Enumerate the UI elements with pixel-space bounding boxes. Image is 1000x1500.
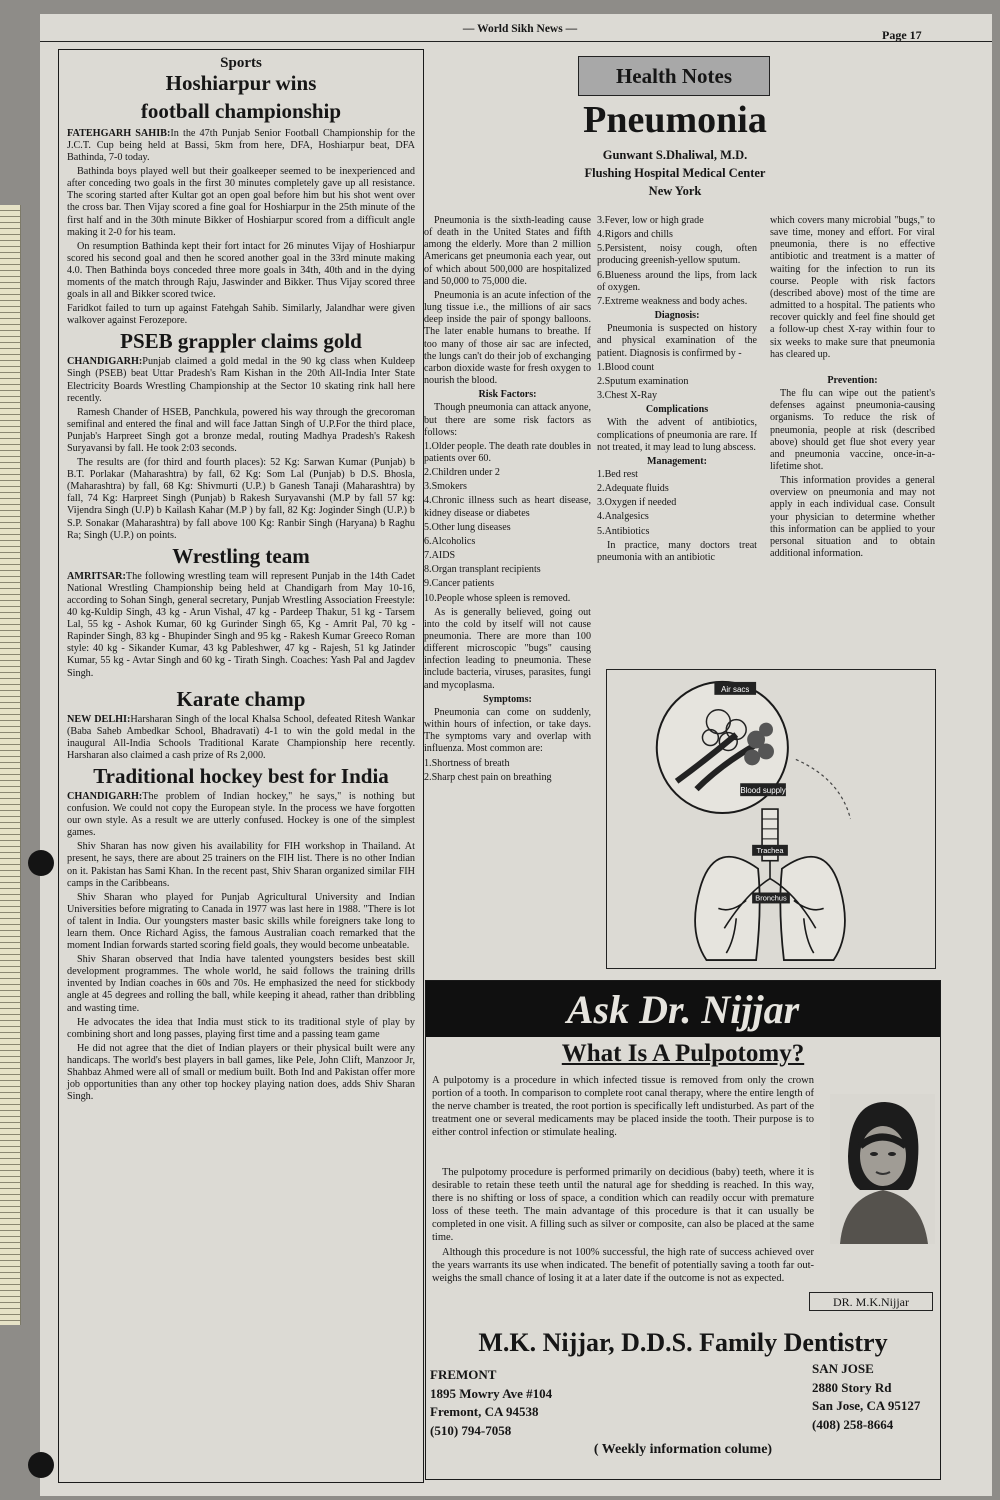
management-heading: Management: (647, 455, 707, 467)
management-item: 1.Bed rest (597, 468, 638, 480)
newspaper-page (40, 14, 992, 1496)
doctor-photo (830, 1094, 935, 1244)
masthead-title: — World Sikh News — (462, 23, 578, 35)
fremont-street: 1895 Mowry Ave #104 (430, 1385, 553, 1401)
label-blood-supply: Blood supply (740, 786, 786, 796)
intro-paragraph: Pneumonia is an acute infection of the lung tissue i.e., the millions of air sacs deep inside the pair of spongy balloons. The later enable humans to breathe. If too many of those air sac are infected, the lungs can't do their job of exchanging carbon dioxide waste for fresh oxygen to nourish the blood. (424, 289, 591, 387)
risk-item: 1.Older people. The death rate doubles in patients over 60. (424, 440, 591, 464)
san-jose-street: 2880 Story Rd (812, 1379, 892, 1395)
health-column-1 (424, 215, 591, 786)
symptom-item: 4.Rigors and chills (597, 229, 673, 241)
masthead-rule (40, 41, 992, 42)
complications-paragraph: With the advent of antibiotics, complications of pneumonia are rare. If not treated, it may lead to lung abscess. (597, 417, 757, 453)
label-air-sacs: Air sacs (721, 684, 750, 694)
lead-text: The following wrestling team will represent Punjab in the 14th Cadet National Wrestling Championship being held at Chandigarh from May 10-16, according to Sohan Singh, general secretary, Punjab Wrestling Association Freestyle: 40 kg-Kuldip Singh, 43 kg - Arun Vishal, 47 kg - Pardeep Thakur, 51 kg - Tarsem Lal, 55 kg - Ashok Kumar, 60 kg Gurinder Singh 65, Kg - Amrit Pal, 70 kg - Rapinder Singh, 83 kg - Bhupinder Singh and 95 kg - Rakesh Kumar Greeco Roman style: 40 kg - Sikander Kumar, 43 kg Pableshwer, 47 kg - Rajesh, 51 kg Jatinder Kumar, 55 kg - Avtar Singh and 60 kg - Tirath Singh. Coaches: Yash Pal and Jagdev Singh. (67, 570, 415, 679)
management-item: 4.Analgesics (597, 511, 649, 523)
health-notes-text: Health Notes (615, 63, 733, 88)
football-headline-1: Hoshiarpur wins (165, 70, 317, 95)
diagnosis-item: 1.Blood count (597, 361, 655, 373)
symptom-item: 5.Persistent, noisy cough, often producing greenish-yellow sputum. (597, 243, 757, 267)
label-bronchus: Bronchus (755, 893, 787, 903)
hockey-headline: Traditional hockey best for India (93, 763, 389, 788)
diagnosis-item: 3.Chest X-Ray (597, 390, 657, 402)
grappler-paragraph: The results are (for third and fourth places): 52 Kg: Sarwan Kumar (Punjab) b B.T. Porlakar (Maharashtra) by fall, 62 Kg: Som Lal (Punjab) b D.S. Bhosla, (Maharashtra) by fall, 68 Kg: Shivmurti (U.P.) b Ganesh Tanaji (Maharashtra) by fall, 74 Kg: Harpreet Singh (Punjab) b Rakesh Suryavanshi (M.P by fall 57 kg: Vijendra Singh (U.P) b Kailash Kahar (M.P ) by fall, 82 Kg: Joginder Singh (U.P.) b S.P. Sonakar (Maharashtra) by fall above 100 Kg: Ranbir Singh (Haryana) b Raghu Ra; Singh (U.P.) on points. (67, 457, 415, 541)
lung-illustration (607, 670, 935, 968)
risk-item: 7.AIDS (424, 550, 456, 562)
risk-factors-heading: Risk Factors: (478, 389, 537, 401)
column-footer: ( Weekly information colume) (593, 1442, 773, 1457)
risk-intro: Though pneumonia can attack anyone, but there are some risk factors as follows: (424, 402, 591, 438)
prevention-paragraph: The flu can wipe out the patient's defenses against pneumonia-causing organisms. To reduce the risk of pneumonia, people at risk (described above) should get flue shot every year and pneumonia vaccine, once-in-a-lifetime shot. (770, 388, 935, 472)
lead-text: Harsharan Singh of the local Khalsa School, defeated Ritesh Wankar (Baba Saheb Ambedkar School, Bhadravati) 4-1 to win the gold medal in the inaugural All-India Schools Traditional Karate Championship here recently. Harsharan also claimed a cash prize of Rs 2,000. (67, 713, 415, 761)
san-jose-city: San Jose, CA 95127 (812, 1398, 921, 1413)
article-byline (500, 146, 850, 200)
risk-item: 8.Organ transplant recipients (424, 564, 541, 576)
punch-hole (28, 1452, 54, 1478)
treatment-paragraph: which covers many microbial "bugs," to save time, money and effort. For viral pneumonia, there is no effective antibiotic and treatment is a matter of waiting for the infection to run its course. People with risk factors (described above) most of the time are admitted to a hospital. The patients who recover quickly and feel fine should get a follow-up chest X-ray within four to six weeks to make sure that pneumonia has cleared up. (770, 215, 935, 360)
wrestling-headline: Wrestling team (172, 543, 310, 568)
prevention-heading: Prevention: (827, 374, 878, 386)
lead-text: The problem of Indian hockey," he says," is nothing but confusion. We could not copy the European style. In the process we have forgotten our own style. As a result we are utterly confused. Hockey is one of the simplest games. (67, 790, 415, 839)
health-column-2 (597, 215, 757, 566)
diagnosis-heading: Diagnosis: (654, 310, 700, 322)
symptoms-intro: Pneumonia can come on suddenly, within hours of infection, or take days. The symptoms vary and overlap with influenza. Most common are: (424, 706, 591, 755)
dateline: CHANDIGARH: (67, 356, 143, 368)
page-number: Page 17 (882, 28, 922, 42)
symptom-item: 7.Extreme weakness and body aches. (597, 295, 748, 307)
hockey-lead (67, 791, 415, 839)
risk-item: 5.Other lung diseases (424, 521, 511, 533)
pulpotomy-paragraph: A pulpotomy is a procedure in which infected tissue is removed from only the crown portion of a tooth. In comparison to complete root canal therapy, where the entire length of the nerve chamber is treated, the root portion is specifically left undisturbed. As part of the treatment one or several medicaments may be placed inside the tooth. Their purpose is to either control infection or stimulate healing. (432, 1075, 814, 1138)
article-title: Pneumonia (583, 99, 767, 141)
diagnosis-paragraph: Pneumonia is suspected on history and physical examination of the patient. Diagnosis is confirmed by - (597, 323, 757, 359)
risk-item: 10.People whose spleen is removed. (424, 592, 571, 604)
dateline: AMRITSAR: (67, 570, 126, 582)
banner (426, 981, 940, 1037)
football-lead (67, 128, 415, 164)
football-paragraph: Faridkot failed to turn up against Fatehgah Sahib. Similarly, Jalandhar were given walkover against Ferozepore. (67, 303, 415, 327)
photo-caption: DR. M.K.Nijjar (809, 1292, 933, 1311)
hockey-paragraph: Shiv Sharan has now given his availability for FIH workshop in Thailand. At present, he says, there are about 25 trainers on the FIH list. There is no other Indian on it. Pakistan has Sami Khan. In the recent past, Shiv Sharan organized similar FIH camps in the Caribbeans. (67, 841, 415, 889)
nijjar-text-top (432, 1074, 814, 1141)
lung-diagram (606, 669, 936, 969)
sports-kicker: Sports (220, 55, 262, 71)
intro-paragraph: Pneumonia is the sixth-leading cause of death in the United States and fifth among the elderly. More than 2 million Americans get pneumonia each year, out of which about 500,000 are hospitalized and 50,000 to 75,000 die. (424, 215, 591, 287)
dateline: NEW DELHI: (67, 713, 131, 725)
football-headline-2: football championship (140, 98, 342, 123)
management-item: 3.Oxygen if needed (597, 497, 677, 509)
symptom-item: 6.Blueness around the lips, from lack of oxygen. (597, 269, 757, 293)
symptom-item: 2.Sharp chest pain on breathing (424, 771, 552, 783)
author-city: New York (648, 184, 702, 198)
fremont-label: FREMONT (430, 1367, 497, 1382)
lead-text: In the 47th Punjab Senior Football Championship for the J.C.T. Cup being held at Bassi, 5km from here, DFA, Hoshiarpur beat, DFA Bathinda, 7-0 today. (67, 127, 416, 164)
risk-item: 4.Chronic illness such as heart disease, kidney disease or diabetes (424, 495, 591, 519)
question-heading: What Is A Pulpotomy? (561, 1040, 805, 1067)
sports-column (67, 56, 415, 1105)
dateline: FATEHGARH SAHIB: (67, 127, 171, 139)
symptom-item: 1.Shortness of breath (424, 757, 510, 769)
grappler-paragraph: Ramesh Chander of HSEB, Panchkula, powered his way through the grecoroman semifinal and entered the final and will face Jattan Singh of U.P.For the third place, Punjab's Harpreet Singh got a bronze medal, routing Madhya Pradesh's Rakesh Suryavansi by fall. He took 2:03 seconds. (67, 406, 415, 454)
football-paragraph: Bathinda boys played well but their goalkeeper seemed to be inexperienced and after conceding two goals in the first 30 minutes completely gave up all resistance. The scoring started after Kultar got an open goal before him but his shot went over the cross bar. Then Vijay scored a fine goal for Hoshiarpur in the 25th minute of the first half and in the 30th minute Bikker of Hoshiarpur scored from a difficult angle making it 2-0 for his team. (67, 166, 415, 238)
doctor-portrait (830, 1094, 935, 1244)
author-hospital: Flushing Hospital Medical Center (584, 166, 766, 180)
karate-lead (67, 714, 415, 762)
hockey-paragraph: Shiv Sharan observed that India have talented youngsters besides best skill development programmes. The whole world, he said follows the training drills invented by Indian coaches in 60s and 70s. He emphasized the need for stickbody angle at 45 degrees and rolling the ball, while keeping it ahead, rather than dribbling and wasting time. (67, 954, 415, 1014)
measuring-ruler (0, 205, 21, 1325)
management-paragraph: In practice, many doctors treat pneumonia with an antibiotic (597, 539, 757, 563)
san-jose-label: SAN JOSE (812, 1361, 874, 1376)
risk-item: 9.Cancer patients (424, 578, 495, 590)
symptom-item: 3.Fever, low or high grade (597, 215, 704, 226)
fremont-address (430, 1366, 650, 1440)
dateline: CHANDIGARH: (67, 790, 143, 802)
karate-headline: Karate champ (176, 686, 306, 711)
hockey-paragraph: Shiv Sharan who played for Punjab Agricultural University and Indian Universities before migrating to Canada in 1977 was last here in 1988. "There is lot of talent in India. Our youngsters master basic skills while foreigners take long to learn them. Once Richard Agiss, the famous Australian coach remarked that the moment Indian forwards started scoring field goals, they would become unbeatable. (67, 891, 415, 952)
banner-title: Ask Dr. Nijjar (566, 986, 800, 1032)
bugs-paragraph: As is generally believed, going out into the cold by itself will not cause pneumonia. There are more than 100 different microscopic "bugs" causing infection leading to pneumonia. These include bacteria, viruses, parasites, fungi and mycoplasma. (424, 606, 591, 691)
hockey-paragraph: He did not agree that the diet of Indian players or their physical built were any handicaps. The world's best players in ball games, like Pele, John Clift, Manzoor Jr, Shahbaz Ahmed were all of small or medium built. Both Ind and Pakistan offer more job opportunities than any other top hockey playing nation does, adds Shiv Sharan Singh. (67, 1042, 415, 1103)
complications-heading: Complications (645, 404, 709, 416)
wrestling-lead (67, 571, 415, 680)
football-paragraph: On resumption Bathinda kept their fort intact for 26 minutes Vijay of Hoshiarpur scored his second goal and then he scored another goal in the 33rd minute making 4.0. Then Bathinda boys conceded three more goals in 34th, 40th and in the dying moments of the match through Raju, Jaswinder and Bikker. Thus Vijay scored three goals in all and Bikker scored twice. (67, 240, 415, 301)
nijjar-text-main (432, 1166, 814, 1287)
symptoms-heading: Symptoms: (483, 693, 532, 705)
punch-hole (28, 850, 54, 876)
san-jose-address (812, 1360, 942, 1434)
fremont-city: Fremont, CA 94538 (430, 1404, 539, 1419)
hockey-paragraph: He advocates the idea that India must stick to its traditional style of play by combining short and long passes, playing first time and a passing team game (67, 1016, 415, 1040)
risk-item: 2.Children under 2 (424, 467, 500, 479)
pulpotomy-paragraph: The pulpotomy procedure is performed primarily on decidious (baby) teeth, where it is desirable to retain these teeth until the natural age for shedding is reached. In this way, there is no shifting or loss of space, a condition which can readily occur with premature loss of these teeth. The main advantage of this procedure is that it can usually be completed in one visit. A filling such as silver or composite, can also be placed at the same time. (432, 1167, 814, 1243)
risk-item: 3.Smokers (424, 481, 467, 493)
management-item: 5.Antibiotics (597, 525, 650, 537)
disclaimer-paragraph: This information provides a general overview on pneumonia and may not apply in each individual case. Consult your physician to determine whether this information can be applied to your personal situation and to obtain additional information. (770, 475, 935, 560)
health-notes-label (578, 56, 770, 96)
san-jose-phone: (408) 258-8664 (812, 1416, 894, 1432)
lead-text: Punjab claimed a gold medal in the 90 kg class when Kuldeep Singh (PSEB) beat Uttar Pradesh's Ram Kishan in the 20th All-India Inter State Electricity Boards Wrestling Championship at the Sector 10 skating rink hall here recently. (67, 356, 415, 404)
grappler-lead (67, 356, 415, 404)
management-item: 2.Adequate fluids (597, 483, 669, 495)
practice-name: M.K. Nijjar, D.D.S. Family Dentistry (478, 1328, 888, 1357)
health-column-3 (770, 215, 935, 562)
fremont-phone: (510) 794-7058 (430, 1422, 512, 1438)
grappler-headline: PSEB grappler claims gold (120, 329, 362, 354)
pulpotomy-paragraph: Although this procedure is not 100% successful, the high rate of success achieved over the years warrants its use when indicated. The benefit of potentially saving a tooth far out-weighs the small chance of losing it at a later date if the outcome is not as expected. (432, 1247, 814, 1284)
risk-item: 6.Alcoholics (424, 535, 476, 547)
label-trachea: Trachea (756, 845, 784, 855)
author-name: Gunwant S.Dhaliwal, M.D. (602, 148, 748, 162)
diagnosis-item: 2.Sputum examination (597, 375, 689, 387)
